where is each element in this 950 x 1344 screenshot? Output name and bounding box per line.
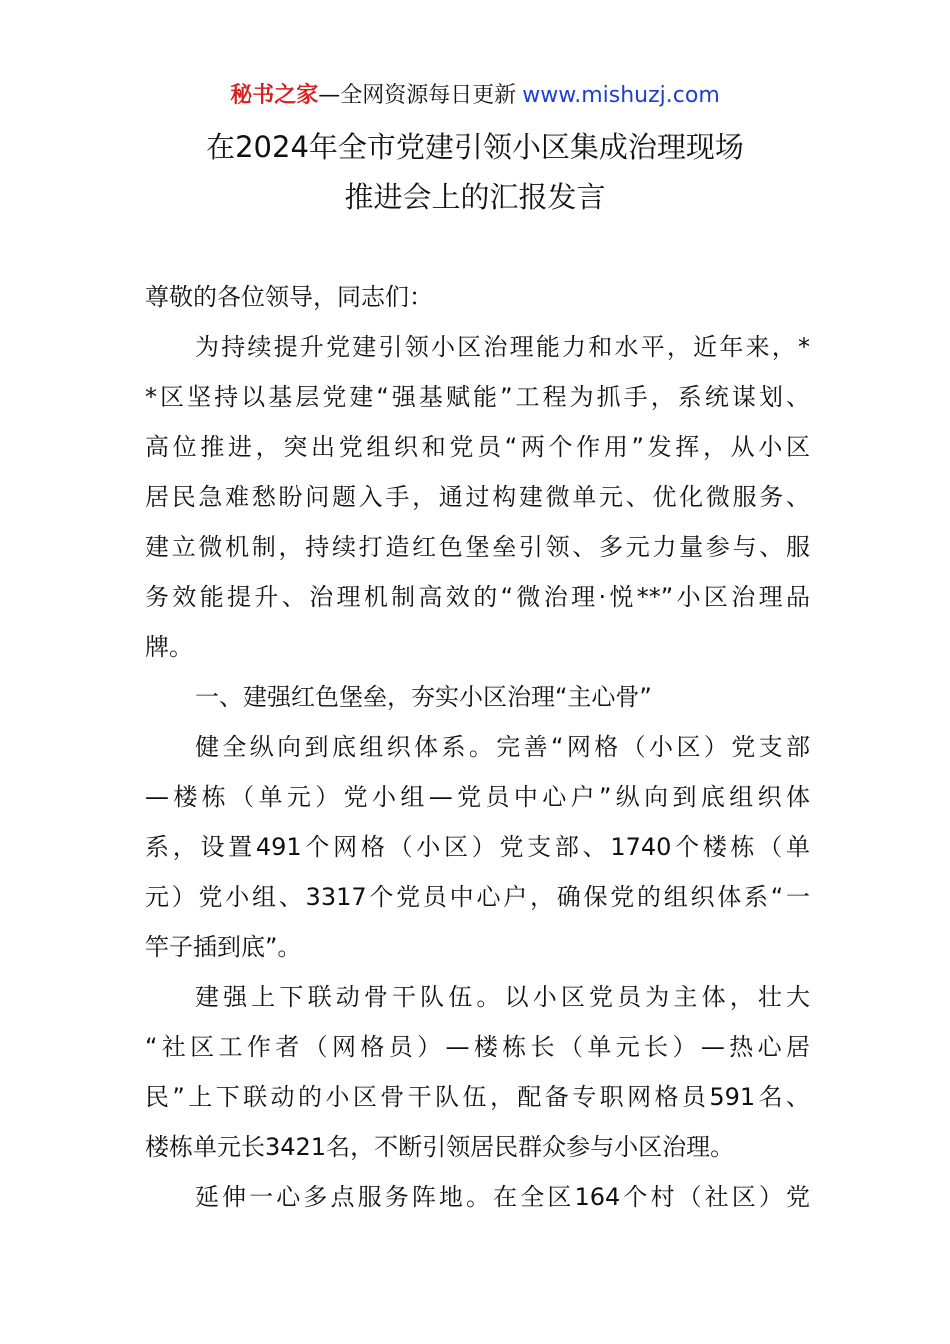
paragraph-line: 健全纵向到底组织体系。完善“网格（小区）党支部 [195,733,810,761]
salutation: 尊敬的各位领导，同志们： [145,283,433,311]
paragraph-line: 民”上下联动的小区骨干队伍，配备专职网格员591名、 [145,1083,810,1111]
document-title-line-1: 在2024年全市党建引领小区集成治理现场 [206,130,744,164]
paragraph-line: “社区工作者（网格员）—楼栋长（单元长）—热心居 [145,1033,810,1061]
paragraph-line: 建强上下联动骨干队伍。以小区党员为主体，壮大 [195,983,810,1011]
document-title-line-2: 推进会上的汇报发言 [344,180,606,214]
paragraph-line: 竿子插到底”。 [145,933,302,961]
section-heading: 一、建强红色堡垒，夯实小区治理“主心骨” [195,683,652,711]
site-header [0,80,950,112]
paragraph-line: 务效能提升、治理机制高效的“微治理·悦**”小区治理品 [145,583,810,611]
paragraph-line: 高位推进，突出党组织和党员“两个作用”发挥，从小区 [145,433,810,461]
paragraph-line: 为持续提升党建引领小区治理能力和水平，近年来，* [195,333,810,361]
paragraph-line: 系，设置491个网格（小区）党支部、1740个楼栋（单 [145,833,810,861]
paragraph-line: 元）党小组、3317个党员中心户，确保党的组织体系“一 [145,883,810,911]
site-brand: 秘书之家 [230,83,319,108]
paragraph-line: 楼栋单元长3421名，不断引领居民群众参与小区治理。 [145,1133,735,1161]
site-url-link[interactable]: www.mishuzj.com [522,83,720,108]
paragraph-line: 延伸一心多点服务阵地。在全区164个村（社区）党 [195,1183,810,1211]
paragraph-line: 居民急难愁盼问题入手，通过构建微单元、优化微服务、 [145,483,810,511]
paragraph-line: 牌。 [145,633,193,661]
document-body [145,272,810,1222]
paragraph-line: *区坚持以基层党建“强基赋能”工程为抓手，系统谋划、 [145,383,810,411]
paragraph-line: 建立微机制，持续打造红色堡垒引领、多元力量参与、服 [145,533,810,561]
paragraph-line: —楼栋（单元）党小组—党员中心户”纵向到底组织体 [145,783,810,811]
site-tagline: —全网资源每日更新 [318,83,517,108]
